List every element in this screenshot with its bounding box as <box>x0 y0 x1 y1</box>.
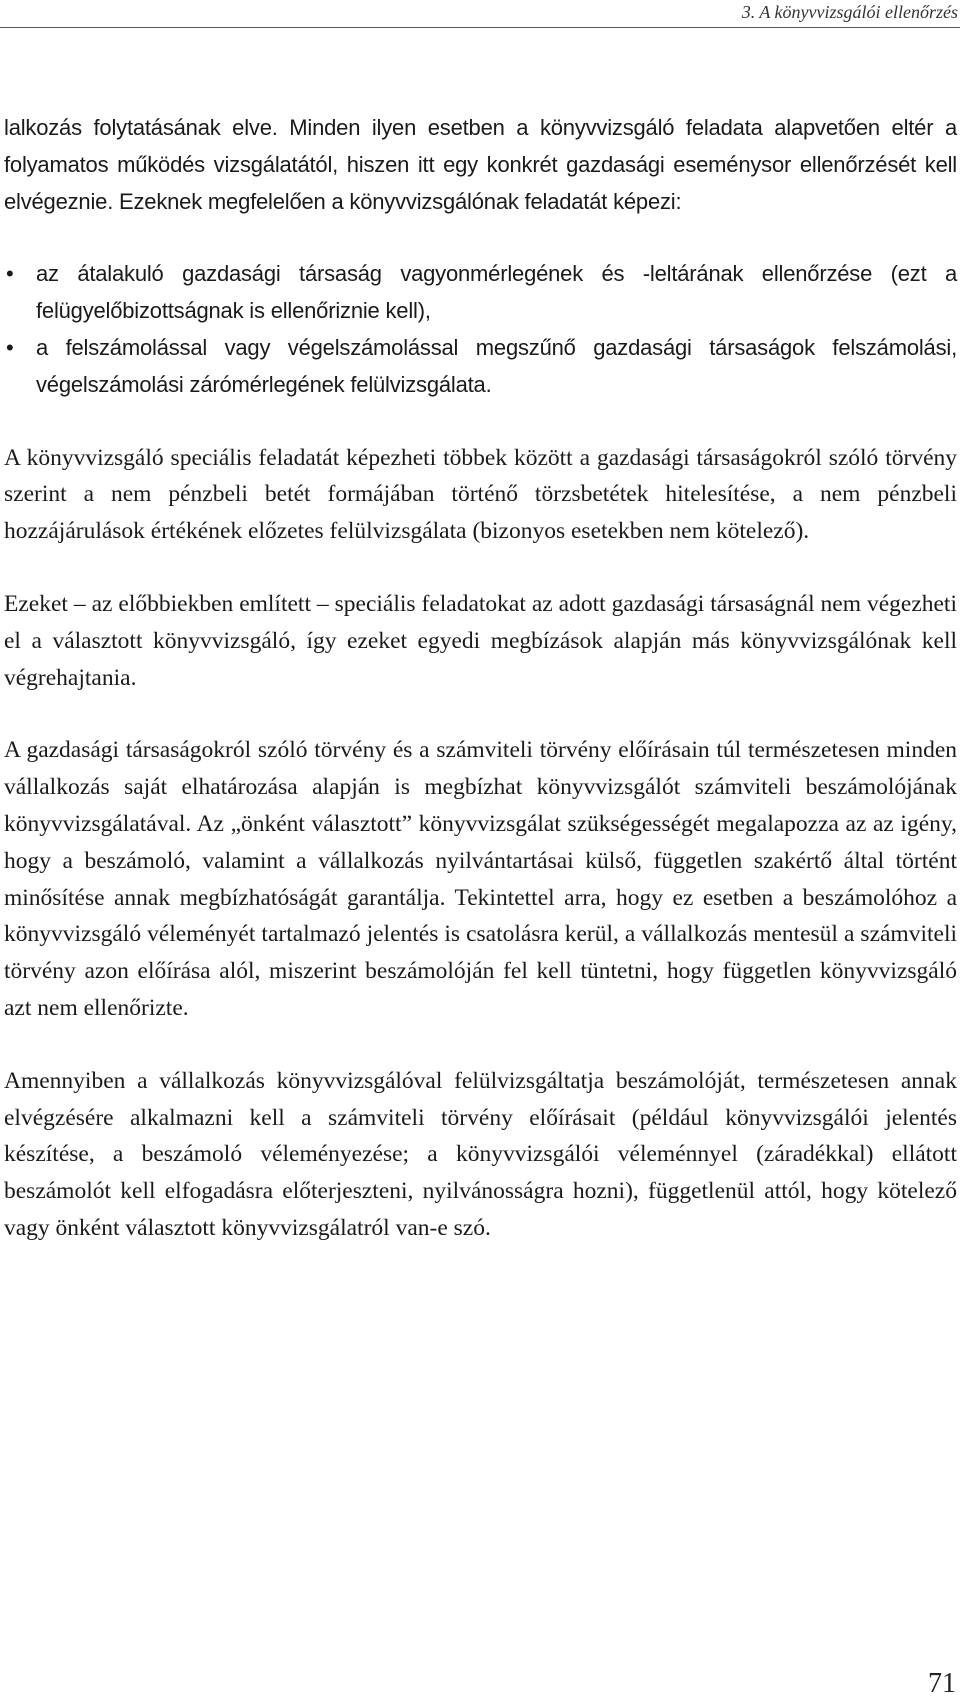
bullet-item-text: az átalakuló gazdasági társaság vagyonmérlegének és -leltárának ellenőrzése (ezt a felügyelőbizottságnak is ellenőriznie kell), <box>36 261 957 324</box>
page-body <box>4 110 957 1283</box>
body-paragraph: Amennyiben a vállalkozás könyvvizsgálóval felülvizsgáltatja beszámolóját, természetesen annak elvégzésére alkalmazni kell a számviteli törvény előírásait (például könyvvizsgálói jelentés készítése, a beszámoló véleményezése; a könyvvizsgálói véleménnyel (záradékkal) ellátott beszámolót kell elfogadásra előterjeszteni, nyilvánosságra hozni), függetlenül attól, hogy kötelező vagy önként választott könyvvizsgálatról van-e szó. <box>4 1067 957 1241</box>
intro-paragraph: lalkozás folytatásának elve. Minden ilyen esetben a könyvvizsgáló feladata alapvetően eltér a folyamatos működés vizsgálatától, hiszen itt egy konkrét gazdasági eseménysor ellenőrzését kell elvégeznie. Ezeknek megfelelően a könyvvizsgálónak feladatát képezi: <box>4 115 957 214</box>
bullet-item <box>4 256 957 330</box>
body-paragraph: Ezeket – az előbbiekben említett – speciális feladatokat az adott gazdasági társaságnál nem végezheti el a választott könyvvizsgáló, így ezeket egyedi megbízások alapján más könyvvizsgálónak kell végrehajtania. <box>4 590 957 691</box>
page-number: 71 <box>928 1668 956 1699</box>
body-paragraph: A gazdasági társaságokról szóló törvény és a számviteli törvény előírásain túl természetesen minden vállalkozás saját elhatározása alapján is megbízhat könyvvizsgálót számviteli beszámolójának könyvvizsgálatával. Az „önként választott” könyvvizsgálat szükségességét megalapozza az az igény, hogy a beszámoló, valamint a vállalkozás nyilvántartásai külső, független szakértő által történt minősítése annak megbízhatóságát garantálja. Tekintettel arra, hogy ez esetben a beszámolóhoz a könyvvizsgáló véleményét tartalmazó jelentés is csatolásra kerül, a vállalkozás mentesül a számviteli törvény azon előírása alól, miszerint beszámolóján fel kell tüntetni, hogy független könyvvizsgáló azt nem ellenőrizte. <box>4 737 957 1021</box>
running-title: 3. A könyvvizsgálói ellenőrzés <box>741 2 958 22</box>
task-bullet-list <box>4 256 957 403</box>
bullet-item-text: a felszámolással vagy végelszámolással megszűnő gazdasági társaságok felszámolási, végelszámolási zárómérlegének felülvizsgálata. <box>36 334 957 397</box>
body-paragraph: A könyvvizsgáló speciális feladatát képezheti többek között a gazdasági társaságokról szóló törvény szerint a nem pénzbeli betét formájában történő törzsbetétek hitelesítése, a nem pénzbeli hozzájárulások értékének előzetes felülvizsgálata (bizonyos esetekben nem kötelező). <box>4 444 957 545</box>
bullet-marker: • <box>6 261 14 287</box>
bullet-marker: • <box>6 334 14 360</box>
bullet-item <box>4 330 957 404</box>
header-rule <box>0 27 960 28</box>
